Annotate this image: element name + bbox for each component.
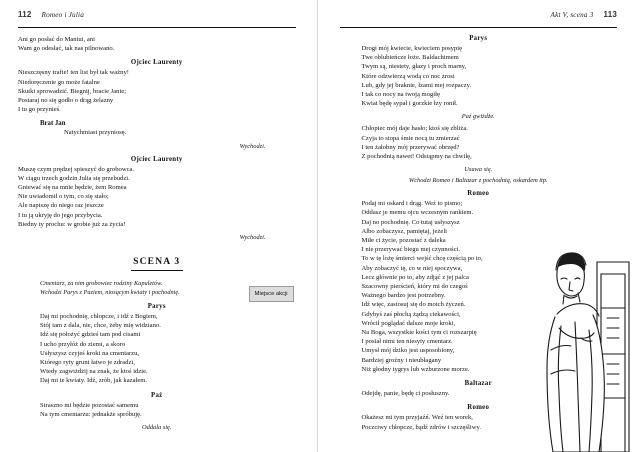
verse-line: Nieszczęsny trafie! ten list był tak ważny! [18, 69, 129, 77]
verse-line: To w tę lożę śmierci wejść chcę częścią po to, [361, 255, 483, 263]
left-head-rule [18, 27, 296, 28]
speaker-name: Romeo [467, 190, 490, 198]
scene-note-line: Wchodzi Parys z Paziem, niosącym kwiaty i pochodnię. [40, 289, 180, 297]
verse-line: Lub, gdy jej braknie, łzami mej rozpaczy. [361, 81, 472, 89]
verse-block [18, 128, 296, 137]
verse-line: Daj no pochodnię. Co tutaj usłyszysz [361, 218, 460, 226]
verse-line: Straszno mi będzie pozostać samemu [40, 401, 139, 409]
verse-line: Wrócił poglądać dalsze moje kroki, [361, 319, 456, 327]
scene-divider [131, 270, 183, 271]
scene-note-line: Cmentarz, za nim grobowiec rodziny Kapuletów. [40, 280, 163, 288]
verse-line: Postaraj no się godło o drąg żelazny [18, 97, 114, 105]
verse-line: Miłe ci życie, pozostać z daleka [361, 237, 446, 245]
left-running-title: Romeo i Julia [41, 11, 85, 19]
right-running-head [340, 10, 618, 19]
verse-line: Twe oblubieńcze łoże. Baldachimem [361, 54, 459, 62]
verse-block [18, 68, 296, 114]
speaker-name: Parys [147, 303, 166, 311]
verse-line: I tu ją ukryję do jego przybycia. [18, 211, 103, 219]
speaker-name: Paź [151, 391, 163, 399]
verse-line: Skutki sprowadzić. Biegnij, bracie Janie; [18, 87, 127, 95]
verse-line: Daj mi pochodnię, chłopcze, i idź z Bogiem, [40, 313, 158, 321]
verse-line: Wtedy zagwiżdżij na znak, że ktoś idzie. [40, 368, 148, 376]
right-running-title: Akt V, scena 3 [550, 11, 594, 19]
verse-block [18, 165, 296, 229]
verse-line: I ucho przyłóż do ziemi, a skoro [40, 340, 126, 348]
verse-line: Ale napiszę do niego raz jeszcze [18, 202, 104, 210]
verse-line: Nie uwiadomił o tym, co się stało; [18, 193, 109, 201]
verse-line: Usłyszysz czyjeś kroki na cmentarzu, [40, 349, 140, 357]
right-head-rule [340, 27, 618, 28]
verse-line: I ten żałobny mój przerywać obrzęd? [361, 143, 460, 151]
speaker-name: Ojciec Laurenty [130, 155, 183, 163]
verse-line: Idź się położyć gdzieś tam pod cisami [40, 331, 141, 339]
verse-line: Którego ryty grunt łatwo je zdradzi, [40, 359, 135, 367]
verse-line: I tak co nocy na twoją mogiłę [361, 91, 440, 99]
verse-block [340, 389, 618, 398]
verse-line: Wam go odesłać, tak nas pilnowano. [18, 45, 115, 53]
verse-line: Szacowny pierścień, który mi do czegoś [361, 283, 468, 291]
right-page [318, 0, 635, 452]
speaker-name: Romeo [467, 404, 490, 412]
verse-line: Oddasz je memu ojcu wczesnym rankiem. [361, 209, 474, 217]
verse-line: W ciągu trzech godzin Julia się przebudzi. [18, 174, 130, 182]
verse-line: Twym są, niestety, głazy i proch marny, [361, 63, 467, 71]
verse-line: Daj mi te kwiaty. Idź, zrób, jak kazałem. [40, 377, 148, 385]
verse-line: Podaj mi oskard i drąg. Weź to pismo; [361, 200, 463, 208]
right-folio: 113 [603, 10, 617, 19]
verse-line: Które odzwierzą wodą co noc zrosi [361, 72, 455, 80]
verse-block [340, 413, 618, 431]
stage-direction: Oddala się. [142, 424, 172, 432]
verse-line: Chłopiec mój daje hasło; ktoś się zbliża. [361, 125, 468, 133]
stage-direction: Paź gwiżdże. [461, 113, 495, 121]
speaker-name: Brat Jan [40, 120, 66, 128]
verse-line: Niż głodny tygrys lub wzburzone morze. [361, 365, 470, 373]
verse-line: Gniewać się na mnie będzie, żem Romea [18, 184, 127, 192]
stage-direction: Usuwa się. [464, 166, 493, 174]
speaker-name: Baltazar [464, 380, 492, 388]
left-folio: 112 [18, 10, 32, 19]
verse-line: Lecz głównie po to, aby zdjąć z jej palca [361, 273, 469, 281]
verse-line: Czyja to stopa śmie nocą tu zmierzać [361, 134, 460, 142]
verse-line: Ani go posłać do Mantui, ani [18, 36, 95, 43]
verse-line: Okażesz mi tym przyjaźń. Weź ten worek, [361, 414, 473, 422]
verse-line: Na Boga, wszystkie kości tym ci rozszarpię [361, 329, 477, 337]
verse-block [340, 124, 618, 161]
verse-line: Ważnego bardzo jest potrzebny. [361, 292, 446, 300]
scene-heading: SCENA 3 [133, 257, 181, 268]
verse-line: Drogi mój kwiecie, kwieciem posypię [361, 45, 463, 52]
verse-line: I tu go przynieś. [18, 106, 61, 114]
stage-direction: Wchodzi Romeo i Baltazar z pochodnią, oskardem itp. [408, 177, 548, 185]
verse-line: Na tym cmentarzu: jednakże spróbuję. [40, 410, 142, 418]
verse-line: I posiał nimi ten niesyty cmentarz. [361, 338, 453, 346]
verse-line: Idź więc, zastosuj się do moich życzeń. [361, 301, 466, 309]
scene-setting-note [18, 279, 296, 297]
speaker-name: Ojciec Laurenty [130, 59, 183, 67]
verse-line: Umysł mój dziko jest usposobiony, [361, 347, 455, 355]
verse-block [18, 35, 296, 53]
verse-line: Natychmiast przyniosę. [64, 129, 127, 137]
annotation-callout[interactable]: Miejsce akcji [249, 286, 294, 302]
verse-block [340, 44, 618, 108]
verse-line: Gdybyś zaś płochą żądzą ciekawości, [361, 310, 461, 318]
left-running-head [18, 10, 296, 19]
verse-line: Niedoręczenie go może fatalne [18, 78, 100, 86]
page-gutter [317, 0, 318, 452]
stage-direction: Wychodzi. [239, 142, 266, 150]
verse-line: I nie przerywać biegu mej czynności. [361, 246, 460, 254]
verse-line: Aby zobaczyć tę, co w niej spoczywa, [361, 264, 463, 272]
verse-line: Bardziej groźny i nieubłagany [361, 356, 442, 364]
verse-line: Poczciwy chłopcze, bądź zdrów i szczęśliwy. [361, 423, 481, 431]
verse-line: Z pochodnią nawet! Odstąpmy na chwilę, [361, 153, 472, 161]
verse-line: Stój tam z dala, nie, chce, żeby mię widziano. [40, 322, 161, 330]
verse-block [18, 312, 296, 386]
verse-line: Albo zobaczysz, pamiętaj, jeżeli [361, 227, 447, 235]
verse-line: Biedny ty prochu: w grobie już za życia! [18, 220, 126, 228]
verse-block [340, 199, 618, 374]
stage-direction: Wychodzi. [239, 234, 266, 242]
verse-line: Odejdę, panie, będę ci posłuszny. [361, 390, 450, 398]
speaker-name: Parys [469, 35, 488, 42]
verse-line: Kwiat będę sypał i gorzkie łzy ronił. [361, 100, 458, 108]
verse-block [18, 401, 296, 419]
verse-line: Muszę czym prędzej spieszyć do grobowca. [18, 165, 135, 173]
